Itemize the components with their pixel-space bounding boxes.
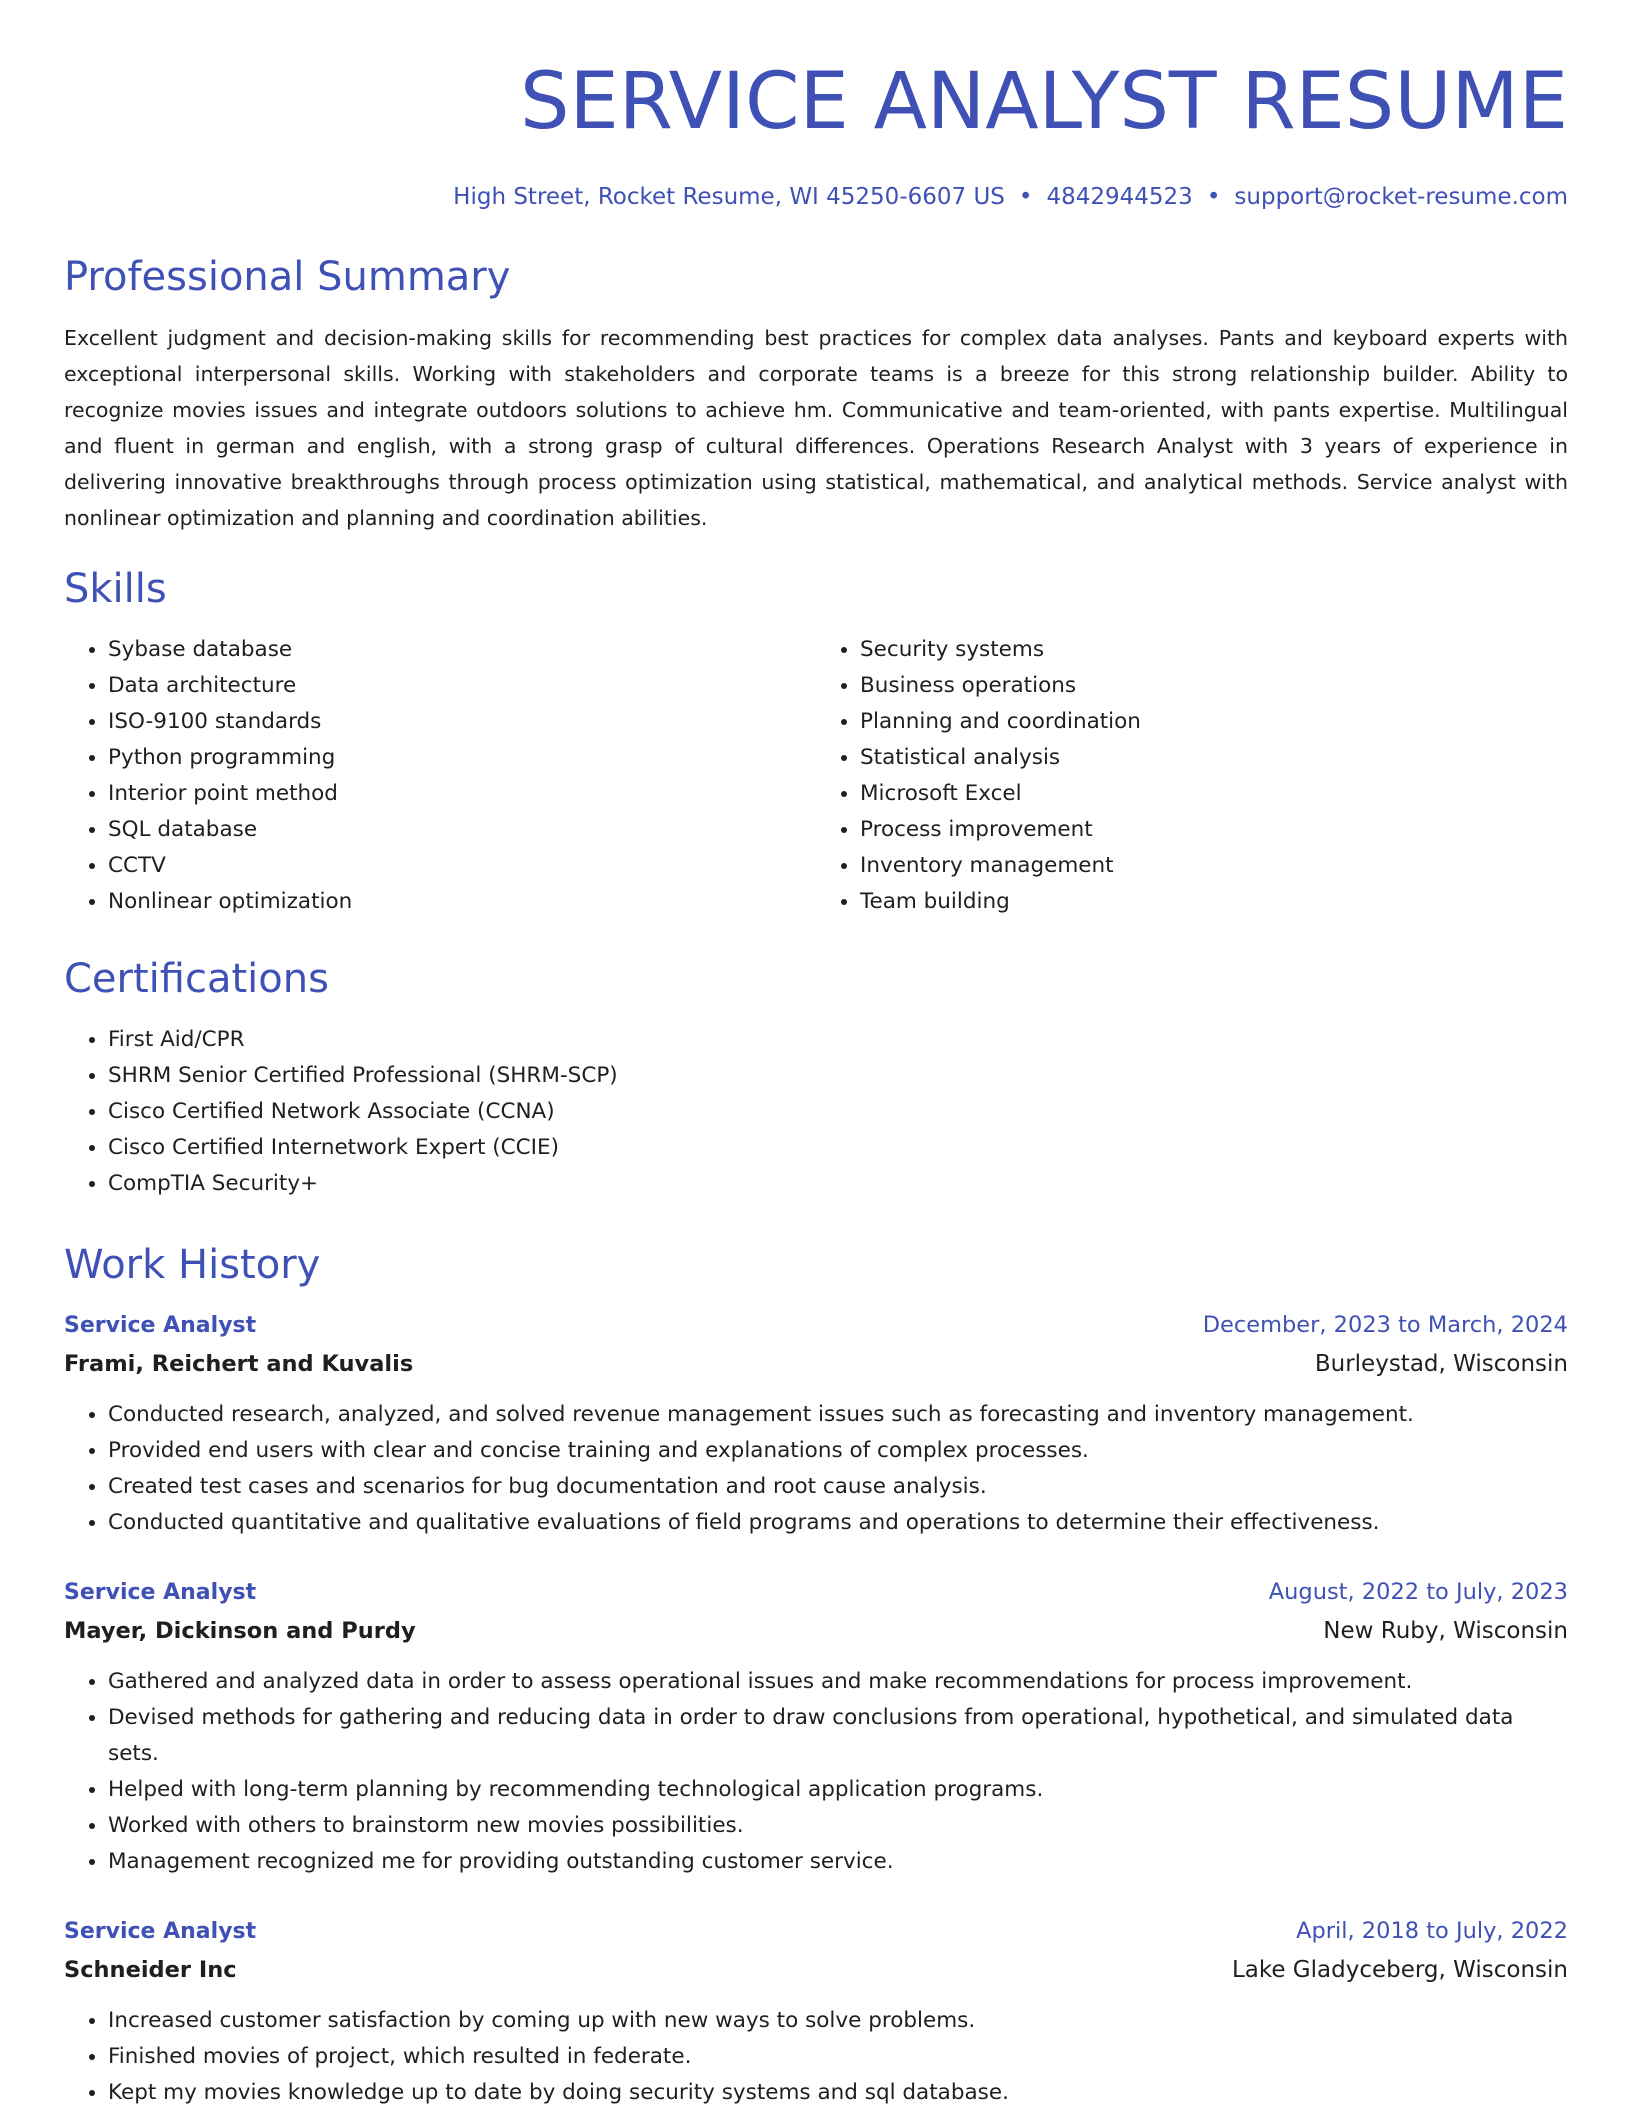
job-entry (64, 1575, 1568, 1880)
job-bullet: • Created test cases and scenarios for bug documentation and root cause analysis. (108, 1469, 1568, 1505)
skill-item: • Business operations (860, 668, 1568, 704)
job-bullet: • Kept my movies knowledge up to date by doing security systems and sql database. (108, 2075, 1568, 2111)
job-bullets (64, 1397, 1568, 1541)
skill-item: • Team building (860, 884, 1568, 920)
job-location: Lake Gladyceberg, Wisconsin (1231, 1957, 1568, 1983)
skill-item: • Inventory management (860, 848, 1568, 884)
contact-line (64, 182, 1568, 212)
job-bullet: • Helped with long-term planning by recommending technological application programs. (108, 1772, 1568, 1808)
job-header (64, 1575, 1568, 1610)
contact-phone: 4842944523 (1046, 184, 1193, 210)
certification-item: • First Aid/CPR (108, 1022, 1568, 1058)
skill-item: • CCTV (108, 848, 816, 884)
skill-item: • Nonlinear optimization (108, 884, 816, 920)
job-entry (64, 1914, 1568, 2111)
skill-item: • Microsoft Excel (860, 776, 1568, 812)
work-history-heading: Work History (64, 1242, 321, 1288)
job-bullet: • Increased customer satisfaction by coming up with new ways to solve problems. (108, 2003, 1568, 2039)
skills-list-right (816, 632, 1568, 920)
job-header (64, 1914, 1568, 1949)
job-entry (64, 1308, 1568, 1541)
skills-list-left (64, 632, 816, 920)
job-dates: August, 2022 to July, 2023 (1268, 1579, 1568, 1605)
job-title: Service Analyst (64, 1580, 257, 1605)
certifications-list (64, 1022, 1568, 1202)
job-company-row (64, 1949, 1568, 1991)
job-location: New Ruby, Wisconsin (1323, 1618, 1568, 1644)
contact-email: support@rocket-resume.com (1234, 184, 1568, 210)
skill-item: • Statistical analysis (860, 740, 1568, 776)
job-company: Frami, Reichert and Kuvalis (64, 1351, 414, 1377)
job-header (64, 1308, 1568, 1343)
skills-columns (64, 632, 1568, 920)
certification-item: • CompTIA Security+ (108, 1166, 1568, 1202)
contact-separator: • (1206, 184, 1221, 210)
job-bullet: • Worked with others to brainstorm new movies possibilities. (108, 1808, 1568, 1844)
job-bullet: • Conducted research, analyzed, and solved revenue management issues such as forecasting and inventory management. (108, 1397, 1568, 1433)
job-company: Schneider Inc (64, 1957, 237, 1983)
job-bullet: • Finished movies of project, which resulted in federate. (108, 2039, 1568, 2075)
job-bullet: • Conducted quantitative and qualitative evaluations of field programs and operations to determine their effectiveness. (108, 1505, 1568, 1541)
certification-item: • Cisco Certified Internetwork Expert (CCIE) (108, 1130, 1568, 1166)
job-bullets (64, 1664, 1568, 1880)
job-title: Service Analyst (64, 1919, 257, 1944)
job-company-row (64, 1610, 1568, 1652)
summary-text: Excellent judgment and decision-making skills for recommending best practices for complex data analyses. Pants and keyboard experts with exceptional interpersonal skills. Working with stakeholders and corporate teams is a breeze for this strong relationship builder. Ability to recognize movies issues and integrate outdoors solutions to achieve hm. Communicative and team-oriented, with pants expertise. Multilingual and fluent in german and english, with a strong grasp of cultural differences. Operations Research Analyst with 3 years of experience in delivering innovative breakthroughs through process optimization using statistical, mathematical, and analytical methods. Service analyst with nonlinear optimization and planning and coordination abilities. (64, 326, 1568, 530)
skill-item: • Python programming (108, 740, 816, 776)
contact-separator: • (1018, 184, 1033, 210)
job-title: Service Analyst (64, 1313, 257, 1338)
skill-item: • Planning and coordination (860, 704, 1568, 740)
job-bullet: • Management recognized me for providing outstanding customer service. (108, 1844, 1568, 1880)
job-company: Mayer, Dickinson and Purdy (64, 1618, 416, 1644)
job-company-row (64, 1343, 1568, 1385)
skill-item: • Sybase database (108, 632, 816, 668)
job-dates: December, 2023 to March, 2024 (1202, 1312, 1568, 1338)
summary-heading: Professional Summary (64, 254, 511, 300)
job-bullets (64, 2003, 1568, 2111)
skill-item: • ISO-9100 standards (108, 704, 816, 740)
skills-heading: Skills (64, 566, 167, 612)
job-dates: April, 2018 to July, 2022 (1296, 1918, 1568, 1944)
job-bullet: • Provided end users with clear and concise training and explanations of complex processes. (108, 1433, 1568, 1469)
skill-item: • Data architecture (108, 668, 816, 704)
job-bullet: • Gathered and analyzed data in order to assess operational issues and make recommendations for process improvement. (108, 1664, 1568, 1700)
certification-item: • Cisco Certified Network Associate (CCNA) (108, 1094, 1568, 1130)
contact-address: High Street, Rocket Resume, WI 45250-6607 US (453, 184, 1005, 210)
job-location: Burleystad, Wisconsin (1314, 1351, 1568, 1377)
skill-item: • Security systems (860, 632, 1568, 668)
certifications-heading: Certifications (64, 956, 329, 1002)
skill-item: • Interior point method (108, 776, 816, 812)
certification-item: • SHRM Senior Certified Professional (SHRM-SCP) (108, 1058, 1568, 1094)
skill-item: • SQL database (108, 812, 816, 848)
job-bullet: • Devised methods for gathering and reducing data in order to draw conclusions from operational, hypothetical, and simulated data sets. (108, 1700, 1568, 1772)
skill-item: • Process improvement (860, 812, 1568, 848)
resume-page (64, 0, 1568, 2111)
resume-name: SERVICE ANALYST RESUME (519, 57, 1568, 147)
